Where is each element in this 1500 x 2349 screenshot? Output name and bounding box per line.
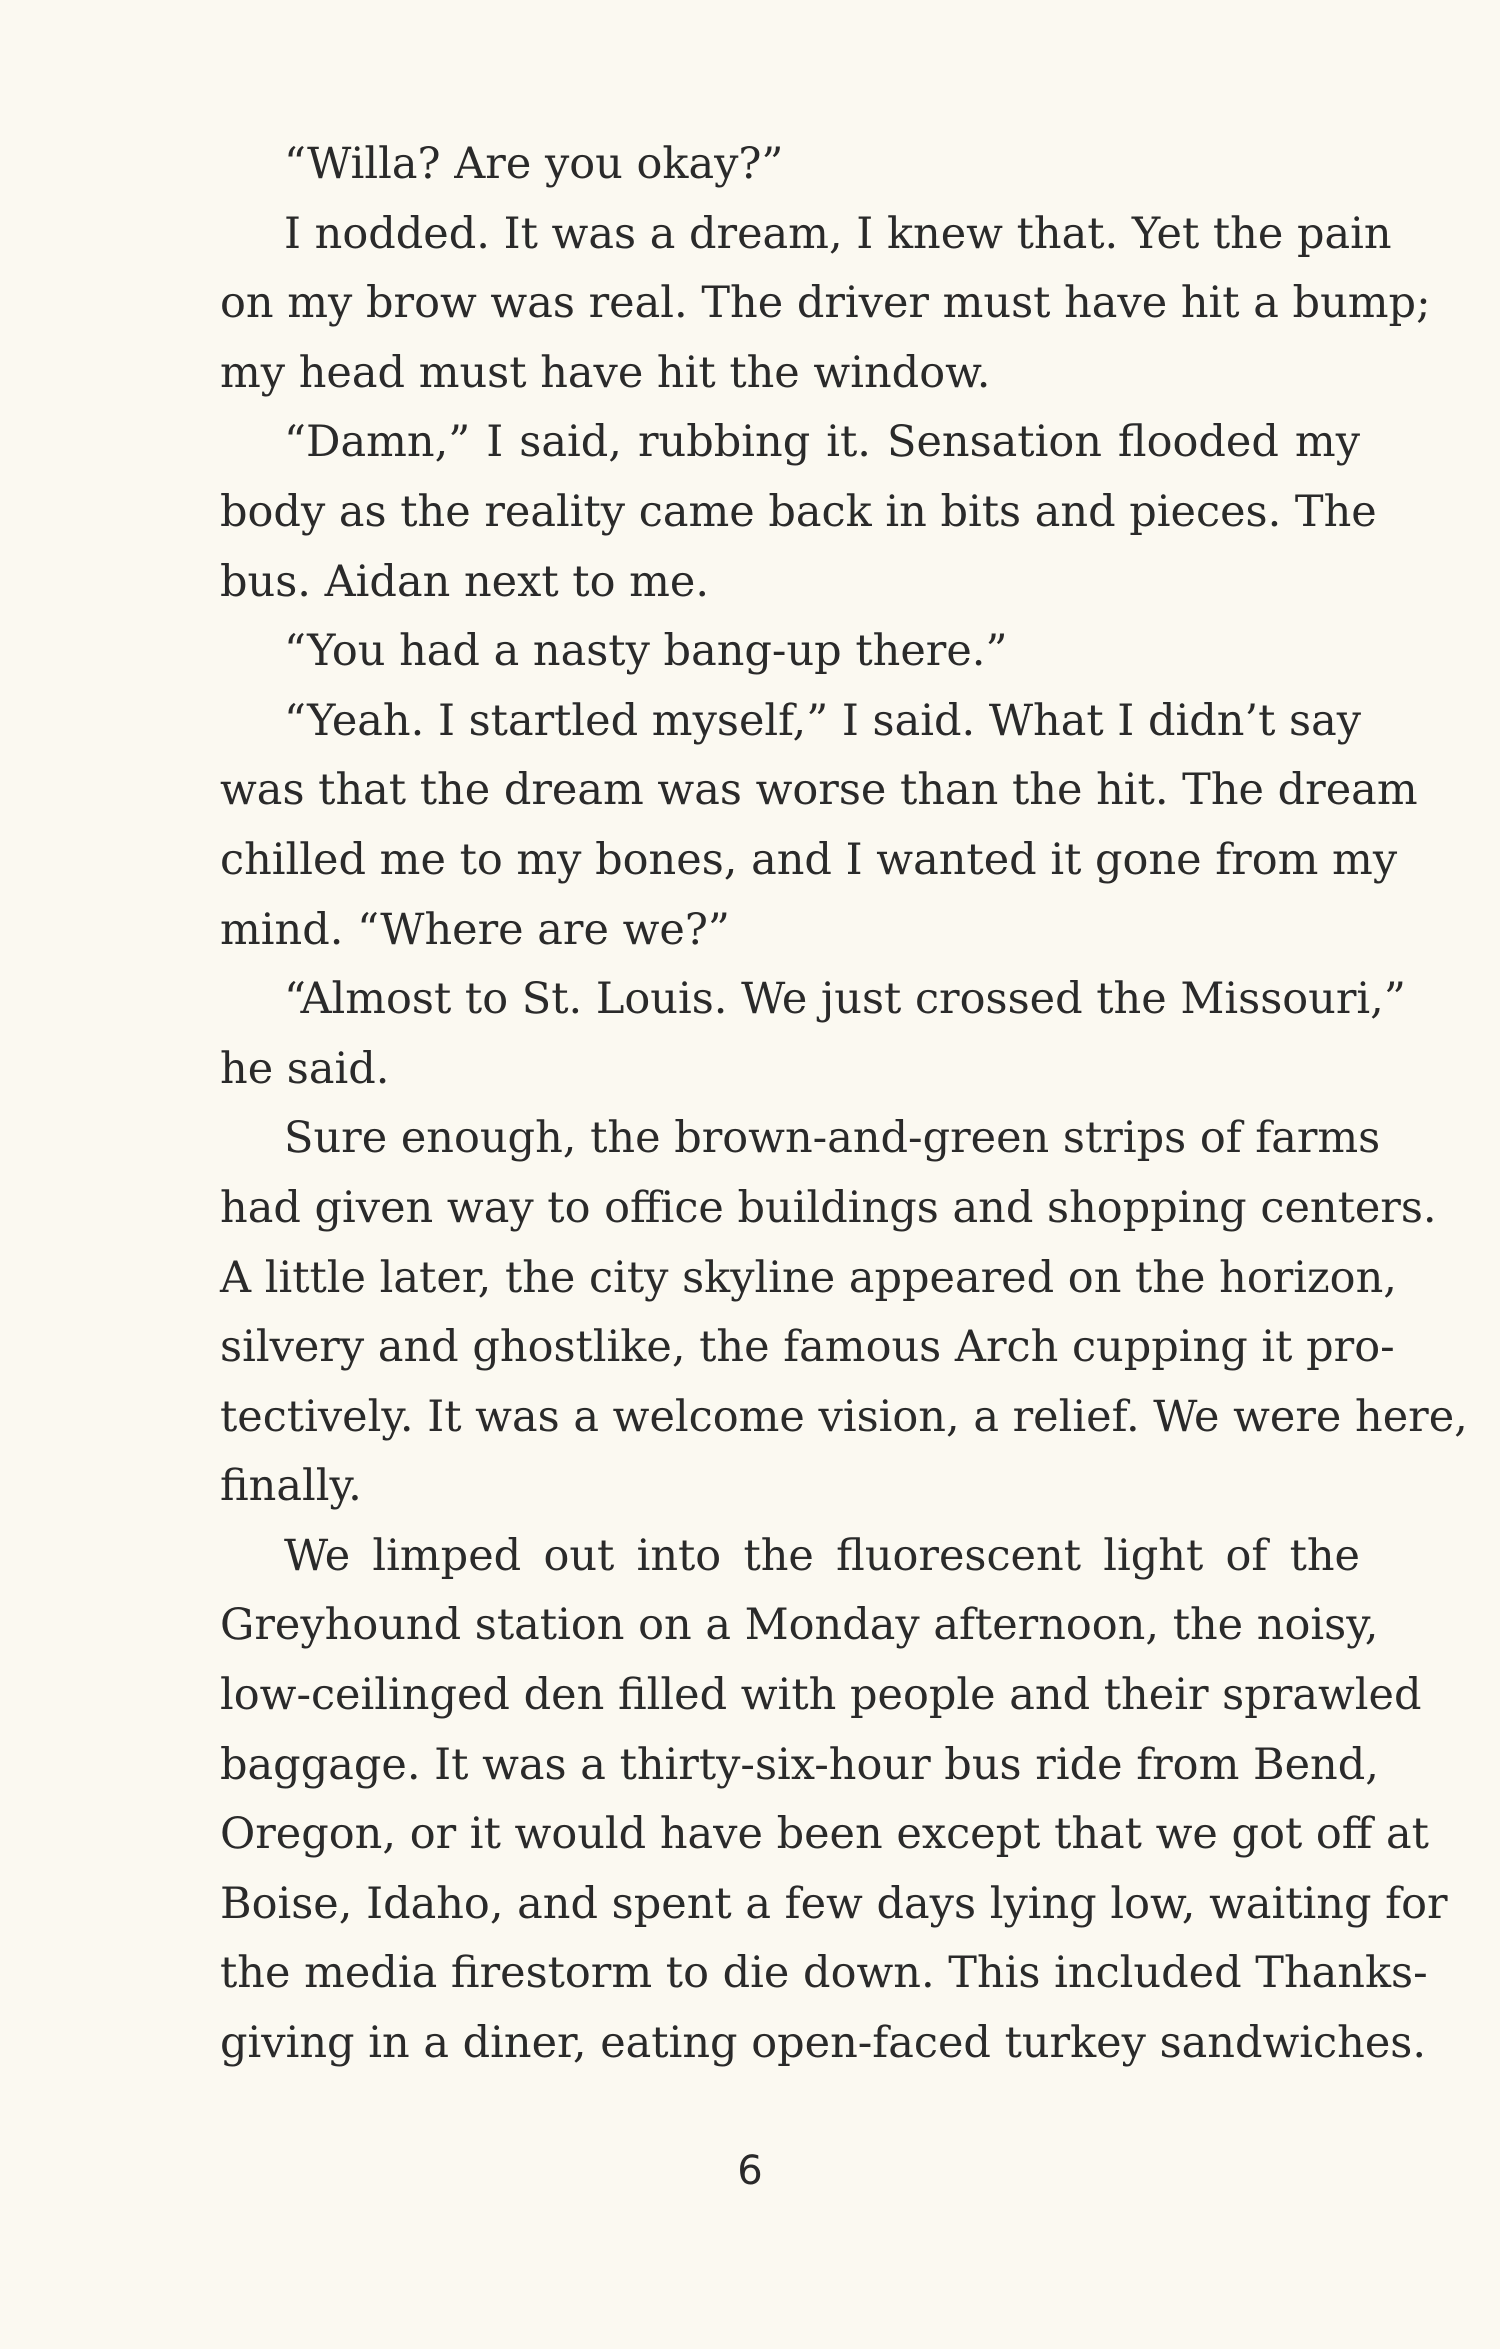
- text-line: had given way to office buildings and shopping centers.: [220, 1182, 1437, 1233]
- text-line: mind. “Where are we?”: [220, 904, 730, 955]
- text-line: he said.: [220, 1043, 390, 1094]
- book-page-text: [220, 130, 1468, 2079]
- text-line: We limped out into the fluorescent light of the: [284, 1530, 1360, 1581]
- text-line: bus. Aidan next to me.: [220, 556, 710, 607]
- text-line: body as the reality came back in bits and pieces. The: [220, 486, 1377, 537]
- text-line: tectively. It was a welcome vision, a relief. We were here,: [220, 1391, 1468, 1442]
- text-line: giving in a diner, eating open-faced turkey sandwiches.: [220, 2018, 1427, 2069]
- text-line: “Damn,” I said, rubbing it. Sensation flooded my: [284, 417, 1360, 468]
- text-line: “Almost to St. Louis. We just crossed the Missouri,”: [284, 974, 1406, 1025]
- text-line: “Yeah. I startled myself,” I said. What I didn’t say: [284, 695, 1362, 746]
- text-line: chilled me to my bones, and I wanted it gone from my: [220, 834, 1398, 885]
- text-line: the media firestorm to die down. This included Thanks-: [220, 1948, 1428, 1999]
- text-line: Greyhound station on a Monday afternoon, the noisy,: [220, 1600, 1379, 1651]
- text-line: silvery and ghostlike, the famous Arch cupping it pro-: [220, 1322, 1395, 1373]
- text-line: Sure enough, the brown-and-green strips of farms: [284, 1113, 1381, 1164]
- page-number: 6: [737, 2148, 763, 2194]
- text-line: low-ceilinged den filled with people and their sprawled: [220, 1670, 1422, 1721]
- text-line: “Willa? Are you okay?”: [284, 139, 784, 189]
- text-line: Boise, Idaho, and spent a few days lying low, waiting for: [220, 1878, 1448, 1929]
- text-line: baggage. It was a thirty-six-hour bus ride from Bend,: [220, 1739, 1379, 1790]
- text-line: A little later, the city skyline appeared on the horizon,: [220, 1252, 1397, 1303]
- text-line: finally.: [220, 1461, 362, 1512]
- text-line: on my brow was real. The driver must have hit a bump;: [220, 278, 1431, 329]
- text-line: I nodded. It was a dream, I knew that. Yet the pain: [284, 208, 1392, 259]
- text-line: my head must have hit the window.: [220, 347, 991, 398]
- text-line: “You had a nasty bang-up there.”: [284, 626, 1008, 677]
- text-line: was that the dream was worse than the hit. The dream: [220, 765, 1418, 816]
- text-line: Oregon, or it would have been except that we got off at: [220, 1809, 1429, 1860]
